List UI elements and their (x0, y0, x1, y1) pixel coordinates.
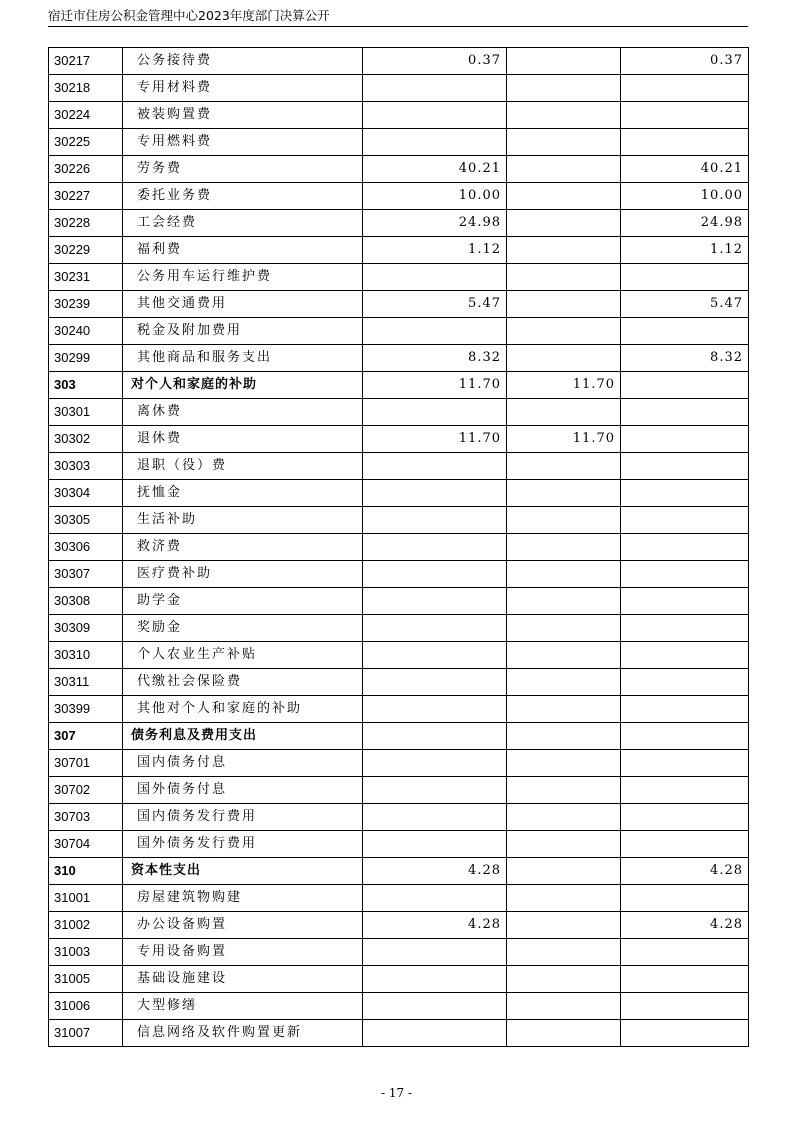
public-cell (621, 534, 749, 561)
table-row (49, 777, 749, 804)
name-cell: 房屋建筑物购建 (123, 885, 363, 912)
code-cell: 30228 (49, 210, 123, 237)
public-cell (621, 561, 749, 588)
name-cell: 基础设施建设 (123, 966, 363, 993)
total-cell (363, 777, 507, 804)
name-cell: 其他商品和服务支出 (123, 345, 363, 372)
name-cell: 被装购置费 (123, 102, 363, 129)
total-cell (363, 669, 507, 696)
name-cell: 奖励金 (123, 615, 363, 642)
table-row (49, 939, 749, 966)
table-row (49, 480, 749, 507)
public-cell (621, 723, 749, 750)
code-cell: 31005 (49, 966, 123, 993)
name-cell: 专用设备购置 (123, 939, 363, 966)
name-cell: 救济费 (123, 534, 363, 561)
name-cell: 助学金 (123, 588, 363, 615)
name-cell: 国外债务发行费用 (123, 831, 363, 858)
total-cell (363, 102, 507, 129)
total-cell (363, 615, 507, 642)
name-cell: 专用材料费 (123, 75, 363, 102)
name-cell: 办公设备购置 (123, 912, 363, 939)
public-cell (621, 129, 749, 156)
code-cell: 30310 (49, 642, 123, 669)
personnel-cell (507, 642, 621, 669)
personnel-cell (507, 237, 621, 264)
code-cell: 30231 (49, 264, 123, 291)
personnel-cell (507, 102, 621, 129)
code-cell: 30704 (49, 831, 123, 858)
total-cell (363, 750, 507, 777)
total-cell (363, 507, 507, 534)
personnel-cell (507, 345, 621, 372)
name-cell: 福利费 (123, 237, 363, 264)
code-cell: 30227 (49, 183, 123, 210)
personnel-cell (507, 75, 621, 102)
code-cell: 30239 (49, 291, 123, 318)
total-cell: 40.21 (363, 156, 507, 183)
total-cell: 5.47 (363, 291, 507, 318)
code-cell: 31007 (49, 1020, 123, 1047)
total-cell: 4.28 (363, 858, 507, 885)
code-cell: 30311 (49, 669, 123, 696)
name-cell: 债务利息及费用支出 (123, 723, 363, 750)
personnel-cell (507, 858, 621, 885)
public-cell (621, 777, 749, 804)
code-cell: 30703 (49, 804, 123, 831)
name-cell: 国内债务发行费用 (123, 804, 363, 831)
personnel-cell (507, 912, 621, 939)
table-row (49, 75, 749, 102)
name-cell: 其他对个人和家庭的补助 (123, 696, 363, 723)
name-cell: 工会经费 (123, 210, 363, 237)
public-cell (621, 588, 749, 615)
code-cell: 30226 (49, 156, 123, 183)
personnel-cell (507, 318, 621, 345)
total-cell: 11.70 (363, 426, 507, 453)
table-body (49, 48, 749, 1047)
table-row-category (49, 372, 749, 399)
code-cell: 31001 (49, 885, 123, 912)
name-cell: 抚恤金 (123, 480, 363, 507)
public-cell (621, 885, 749, 912)
name-cell: 劳务费 (123, 156, 363, 183)
total-cell (363, 939, 507, 966)
personnel-cell (507, 966, 621, 993)
public-cell (621, 318, 749, 345)
public-cell (621, 507, 749, 534)
name-cell: 生活补助 (123, 507, 363, 534)
code-cell: 30308 (49, 588, 123, 615)
total-cell (363, 264, 507, 291)
personnel-cell (507, 669, 621, 696)
public-cell (621, 453, 749, 480)
total-cell (363, 966, 507, 993)
total-cell: 10.00 (363, 183, 507, 210)
code-cell: 30305 (49, 507, 123, 534)
public-cell: 4.28 (621, 912, 749, 939)
total-cell (363, 1020, 507, 1047)
public-cell (621, 615, 749, 642)
total-cell (363, 642, 507, 669)
name-cell: 个人农业生产补贴 (123, 642, 363, 669)
code-cell: 30399 (49, 696, 123, 723)
code-cell: 30303 (49, 453, 123, 480)
name-cell: 退职（役）费 (123, 453, 363, 480)
table-row (49, 642, 749, 669)
personnel-cell (507, 993, 621, 1020)
name-cell: 其他交通费用 (123, 291, 363, 318)
total-cell: 1.12 (363, 237, 507, 264)
total-cell: 8.32 (363, 345, 507, 372)
personnel-cell (507, 750, 621, 777)
code-cell: 30302 (49, 426, 123, 453)
code-cell: 30224 (49, 102, 123, 129)
table-row (49, 399, 749, 426)
public-cell (621, 399, 749, 426)
public-cell (621, 426, 749, 453)
personnel-cell (507, 1020, 621, 1047)
personnel-cell (507, 210, 621, 237)
public-cell: 10.00 (621, 183, 749, 210)
table-row (49, 561, 749, 588)
public-cell (621, 804, 749, 831)
page-header: 宿迁市住房公积金管理中心2023年度部门决算公开 (48, 6, 748, 27)
total-cell (363, 453, 507, 480)
total-cell (363, 993, 507, 1020)
personnel-cell (507, 156, 621, 183)
public-cell (621, 372, 749, 399)
public-cell: 40.21 (621, 156, 749, 183)
personnel-cell (507, 723, 621, 750)
table-row (49, 102, 749, 129)
total-cell (363, 318, 507, 345)
name-cell: 公务用车运行维护费 (123, 264, 363, 291)
public-cell: 1.12 (621, 237, 749, 264)
public-cell (621, 642, 749, 669)
code-cell: 30306 (49, 534, 123, 561)
table-row (49, 291, 749, 318)
total-cell (363, 804, 507, 831)
total-cell (363, 723, 507, 750)
total-cell (363, 696, 507, 723)
table-row-category (49, 858, 749, 885)
table-row (49, 48, 749, 75)
personnel-cell (507, 183, 621, 210)
name-cell: 委托业务费 (123, 183, 363, 210)
table-row (49, 426, 749, 453)
table-row (49, 885, 749, 912)
personnel-cell (507, 129, 621, 156)
table-row (49, 183, 749, 210)
public-cell (621, 993, 749, 1020)
code-cell: 30229 (49, 237, 123, 264)
page-number: - 17 - (380, 1086, 412, 1100)
table-row (49, 507, 749, 534)
public-cell (621, 831, 749, 858)
table-row (49, 237, 749, 264)
table-row (49, 966, 749, 993)
personnel-cell (507, 939, 621, 966)
code-cell: 30301 (49, 399, 123, 426)
total-cell (363, 399, 507, 426)
table-row-category (49, 723, 749, 750)
personnel-cell (507, 264, 621, 291)
table-row (49, 831, 749, 858)
public-cell (621, 669, 749, 696)
code-cell: 30299 (49, 345, 123, 372)
public-cell: 24.98 (621, 210, 749, 237)
personnel-cell (507, 588, 621, 615)
personnel-cell (507, 480, 621, 507)
personnel-cell (507, 453, 621, 480)
public-cell: 5.47 (621, 291, 749, 318)
table-row (49, 804, 749, 831)
total-cell (363, 129, 507, 156)
code-cell: 30225 (49, 129, 123, 156)
code-cell: 30702 (49, 777, 123, 804)
code-cell: 31003 (49, 939, 123, 966)
personnel-cell (507, 885, 621, 912)
public-cell (621, 966, 749, 993)
name-cell: 公务接待费 (123, 48, 363, 75)
public-cell: 4.28 (621, 858, 749, 885)
name-cell: 资本性支出 (123, 858, 363, 885)
name-cell: 医疗费补助 (123, 561, 363, 588)
name-cell: 大型修缮 (123, 993, 363, 1020)
personnel-cell (507, 696, 621, 723)
name-cell: 专用燃料费 (123, 129, 363, 156)
code-cell: 30240 (49, 318, 123, 345)
public-cell (621, 750, 749, 777)
personnel-cell (507, 777, 621, 804)
table-row (49, 318, 749, 345)
name-cell: 对个人和家庭的补助 (123, 372, 363, 399)
public-cell (621, 480, 749, 507)
personnel-cell: 11.70 (507, 372, 621, 399)
table-row (49, 993, 749, 1020)
public-cell (621, 696, 749, 723)
total-cell (363, 480, 507, 507)
total-cell (363, 534, 507, 561)
code-cell: 30217 (49, 48, 123, 75)
personnel-cell (507, 561, 621, 588)
public-cell (621, 1020, 749, 1047)
total-cell: 11.70 (363, 372, 507, 399)
name-cell: 退休费 (123, 426, 363, 453)
public-cell: 8.32 (621, 345, 749, 372)
total-cell (363, 75, 507, 102)
total-cell: 4.28 (363, 912, 507, 939)
name-cell: 国内债务付息 (123, 750, 363, 777)
public-cell (621, 75, 749, 102)
table-row (49, 750, 749, 777)
table-row (49, 264, 749, 291)
total-cell: 0.37 (363, 48, 507, 75)
table-row (49, 534, 749, 561)
personnel-cell (507, 48, 621, 75)
name-cell: 信息网络及软件购置更新 (123, 1020, 363, 1047)
table-row (49, 453, 749, 480)
code-cell: 30218 (49, 75, 123, 102)
public-cell (621, 264, 749, 291)
total-cell (363, 561, 507, 588)
total-cell (363, 885, 507, 912)
code-cell: 30304 (49, 480, 123, 507)
total-cell (363, 831, 507, 858)
personnel-cell (507, 534, 621, 561)
name-cell: 代缴社会保险费 (123, 669, 363, 696)
code-cell: 30309 (49, 615, 123, 642)
table-row (49, 345, 749, 372)
code-cell: 307 (49, 723, 123, 750)
personnel-cell (507, 507, 621, 534)
name-cell: 离休费 (123, 399, 363, 426)
table-row (49, 588, 749, 615)
table-row (49, 1020, 749, 1047)
public-cell: 0.37 (621, 48, 749, 75)
table-row (49, 210, 749, 237)
code-cell: 303 (49, 372, 123, 399)
table-row (49, 156, 749, 183)
code-cell: 31006 (49, 993, 123, 1020)
expenditure-table (48, 47, 749, 1047)
table-row (49, 912, 749, 939)
code-cell: 31002 (49, 912, 123, 939)
code-cell: 30701 (49, 750, 123, 777)
personnel-cell (507, 831, 621, 858)
public-cell (621, 939, 749, 966)
personnel-cell (507, 615, 621, 642)
table-row (49, 696, 749, 723)
total-cell (363, 588, 507, 615)
table-row (49, 669, 749, 696)
total-cell: 24.98 (363, 210, 507, 237)
table-row (49, 129, 749, 156)
personnel-cell (507, 399, 621, 426)
name-cell: 国外债务付息 (123, 777, 363, 804)
personnel-cell (507, 804, 621, 831)
code-cell: 30307 (49, 561, 123, 588)
table-row (49, 615, 749, 642)
name-cell: 税金及附加费用 (123, 318, 363, 345)
personnel-cell: 11.70 (507, 426, 621, 453)
public-cell (621, 102, 749, 129)
personnel-cell (507, 291, 621, 318)
code-cell: 310 (49, 858, 123, 885)
